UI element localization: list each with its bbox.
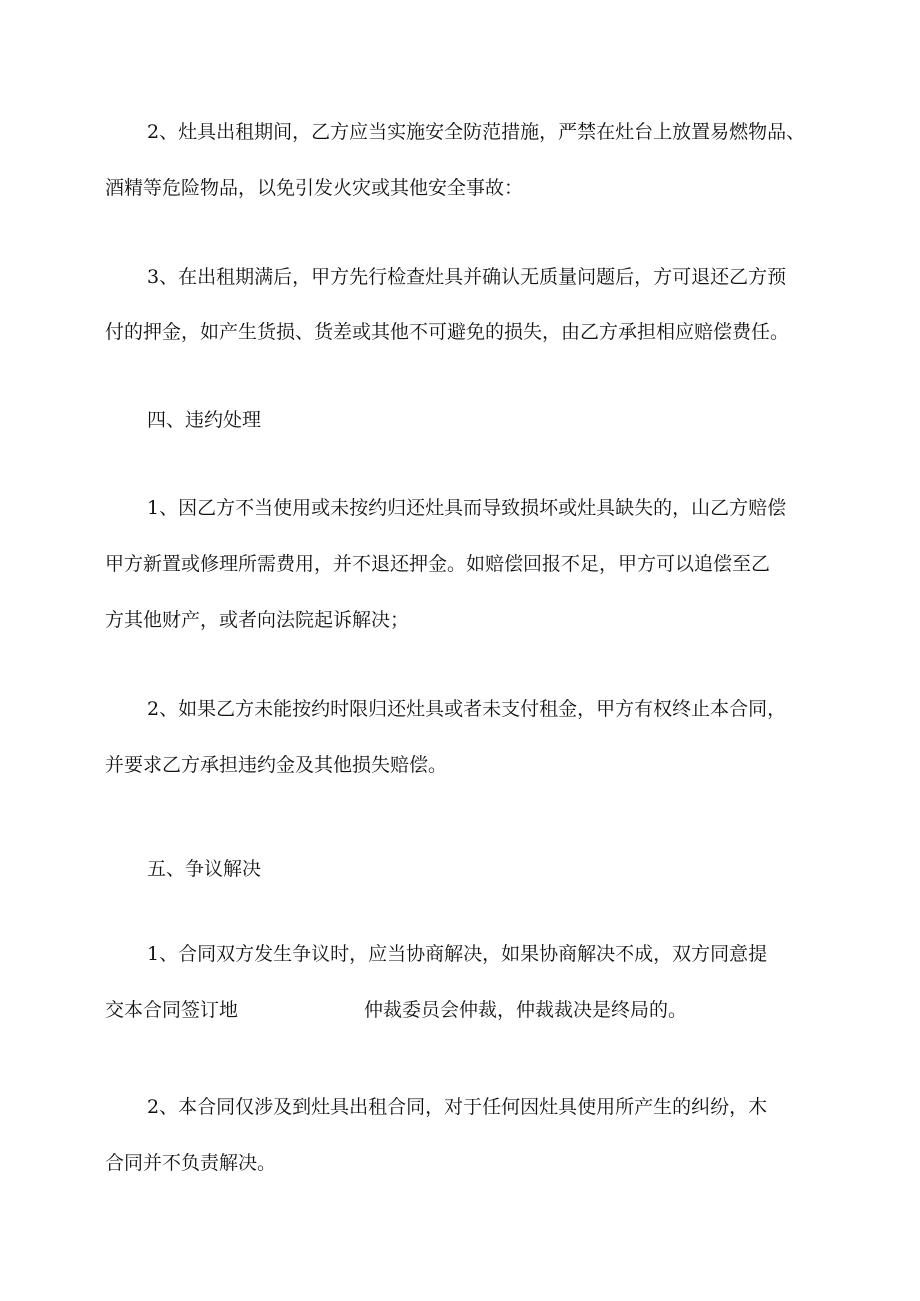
clause-2-line-1: 2、灶具出租期间，乙方应当实施安全防范措施，严禁在灶台上放置易燃物品、 xyxy=(147,121,806,143)
section-5-clause-1-line-1: 1、合同双方发生争议时，应当协商解决，如果协商解决不成，双方同意提 xyxy=(147,943,768,965)
arbitration-text: 仲裁委员会仲裁，仲裁裁决是终局的。 xyxy=(364,999,688,1021)
section-4-heading: 四、违约处理 xyxy=(147,409,262,431)
section-5-clause-1-line-2 xyxy=(105,998,687,1022)
signing-place-text: 交本合同签订地 xyxy=(105,999,239,1021)
section-5-clause-2-line-2: 合同并不负责解决。 xyxy=(105,1152,277,1174)
section-4-clause-1-line-3: 方其他财产，或者向法院起诉解决； xyxy=(105,609,410,631)
clause-3-line-1: 3、在出租期满后，甲方先行检查灶具并确认无质量问题后，方可退还乙方预 xyxy=(147,266,787,288)
section-4-clause-2-line-1: 2、如果乙方未能按约时限归还灶具或者未支付租金，甲方有权终止本合同， xyxy=(147,698,787,720)
section-5-heading: 五、争议解决 xyxy=(147,858,262,880)
section-4-clause-2-line-2: 并要求乙方承担违约金及其他损失赔偿。 xyxy=(105,754,448,776)
section-4-clause-1-line-1: 1、因乙方不当使用或未按约归还灶具而导致损坏或灶具缺失的，山乙方赔偿 xyxy=(147,497,787,519)
clause-3-line-2: 付的押金，如产生货损、货差或其他不可避免的损失，由乙方承担相应赔偿费任。 xyxy=(105,321,790,343)
section-5-clause-2-line-1: 2、本合同仅涉及到灶具出租合同，对于任何因灶具使用所产生的纠纷，木 xyxy=(147,1096,768,1118)
clause-2-line-2: 酒精等危险物品，以免引发火灾或其他安全事故： xyxy=(105,177,524,199)
section-4-clause-1-line-2: 甲方新置或修理所需费用，并不退还押金。如赔偿回报不足，甲方可以追偿至乙 xyxy=(105,553,771,575)
